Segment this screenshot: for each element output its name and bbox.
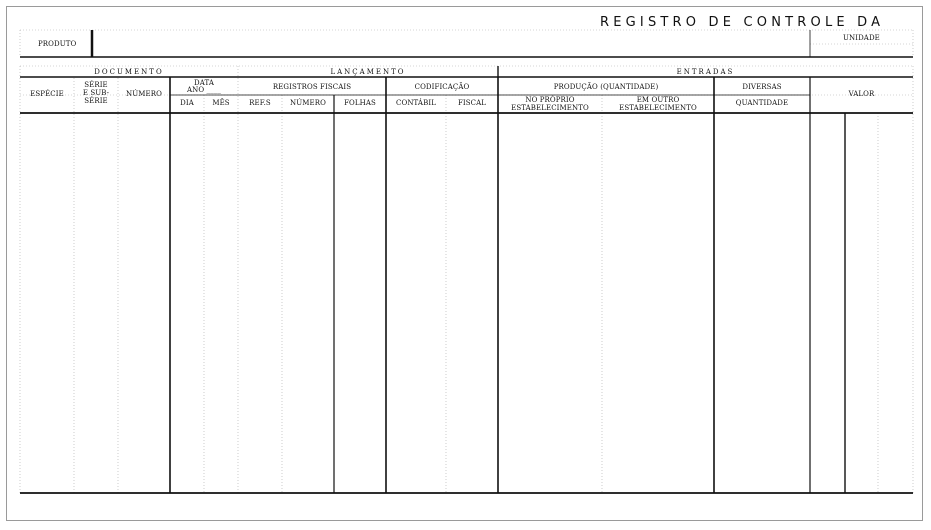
col-proprio-1: NO PRÓPRIO: [525, 96, 575, 104]
form-title: REGISTRO DE CONTROLE DA: [600, 15, 885, 30]
group-entradas: ENTRADAS: [676, 68, 735, 76]
group-documento: DOCUMENTO: [94, 68, 164, 76]
col-serie-3: SÉRIE: [84, 97, 108, 105]
ano-label: ANO ____: [187, 86, 221, 94]
col-quantidade: QUANTIDADE: [735, 99, 789, 107]
produto-label: PRODUTO: [38, 40, 77, 48]
col-dia: DIA: [180, 99, 194, 107]
col-especie: ESPÉCIE: [30, 90, 64, 98]
col-valor: VALOR: [848, 90, 875, 98]
registros-fiscais-label: REGISTROS FISCAIS: [272, 83, 352, 91]
col-serie-2: E SUB-: [82, 89, 110, 97]
group-lancamento: LANÇAMENTO: [330, 68, 406, 76]
col-fiscal: FISCAL: [457, 99, 487, 107]
data-label: DATA: [193, 79, 215, 87]
col-mes: MÊS: [212, 99, 230, 107]
producao-label: PRODUÇÃO (QUANTIDADE): [553, 83, 659, 91]
codificacao-label: CODIFICAÇÃO: [414, 83, 470, 91]
col-outro-2: ESTABELECIMENTO: [619, 104, 697, 112]
col-folhas: FOLHAS: [344, 99, 376, 107]
col-refs: REF.S: [249, 99, 271, 107]
diversas-label: DIVERSAS: [742, 83, 782, 91]
col-contabil: CONTÁBIL: [396, 99, 436, 107]
unidade-label: UNIDADE: [843, 34, 880, 42]
col-numero: NÚMERO: [126, 90, 162, 98]
col-numero-registro: NÚMERO: [290, 99, 326, 107]
col-outro-1: EM OUTRO: [636, 96, 680, 104]
col-serie-1: SÉRIE: [84, 81, 108, 89]
col-proprio-2: ESTABELECIMENTO: [511, 104, 589, 112]
